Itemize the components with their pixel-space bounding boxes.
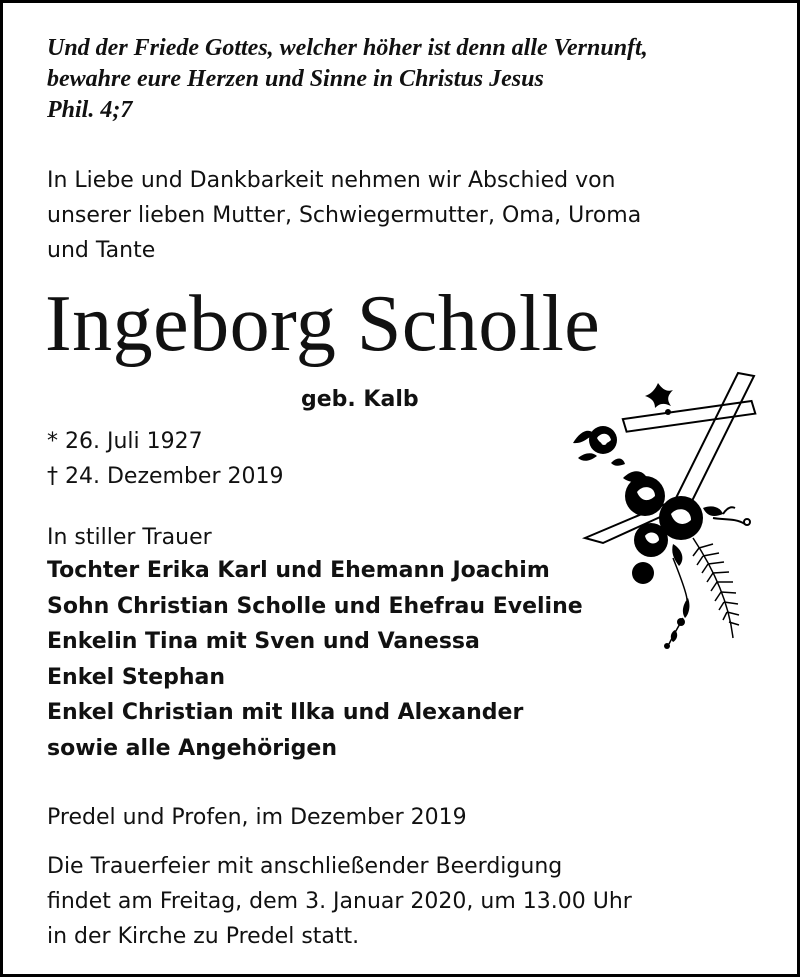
mourner-4: Enkel Stephan	[47, 664, 226, 690]
farewell-line-2: unserer lieben Mutter, Schwiegermutter, Oma, Uroma	[47, 203, 642, 228]
verse-line-1: Und der Friede Gottes, welcher höher ist denn alle Vernunft,	[47, 35, 648, 61]
death-date: † 24. Dezember 2019	[47, 464, 284, 489]
farewell-line-1: In Liebe und Dankbarkeit nehmen wir Abschied von	[47, 168, 616, 193]
mourner-1: Tochter Erika Karl und Ehemann Joachim	[47, 558, 550, 583]
maiden-name: geb. Kalb	[301, 387, 419, 412]
farewell-line-3: und Tante	[47, 238, 156, 263]
verse-line-2: bewahre eure Herzen und Sinne in Christus Jesus	[47, 66, 544, 92]
mourner-2: Sohn Christian Scholle und Ehefrau Eveline	[47, 593, 583, 619]
mourner-3: Enkelin Tina mit Sven und Vanessa	[47, 629, 480, 654]
mourners-list	[47, 553, 583, 766]
mourner-6: sowie alle Angehörigen	[47, 735, 338, 761]
farewell-text	[47, 163, 641, 268]
funeral-line-3: in der Kirche zu Predel statt.	[47, 924, 360, 949]
mourner-5: Enkel Christian mit Ilka und Alexander	[47, 700, 524, 725]
birth-date: * 26. Juli 1927	[47, 429, 203, 454]
cross-with-roses-icon	[563, 368, 763, 663]
place-and-date: Predel und Profen, im Dezember 2019	[47, 805, 467, 830]
funeral-line-1: Die Trauerfeier mit anschließender Beerdigung	[47, 854, 563, 879]
funeral-info	[47, 849, 632, 954]
deceased-name: Ingeborg Scholle	[45, 280, 601, 368]
funeral-line-2: findet am Freitag, dem 3. Januar 2020, um 13.00 Uhr	[47, 889, 632, 914]
verse-reference: Phil. 4;7	[47, 97, 133, 123]
life-dates	[47, 424, 284, 494]
bible-verse	[47, 33, 648, 126]
mourners-heading: In stiller Trauer	[47, 525, 212, 550]
